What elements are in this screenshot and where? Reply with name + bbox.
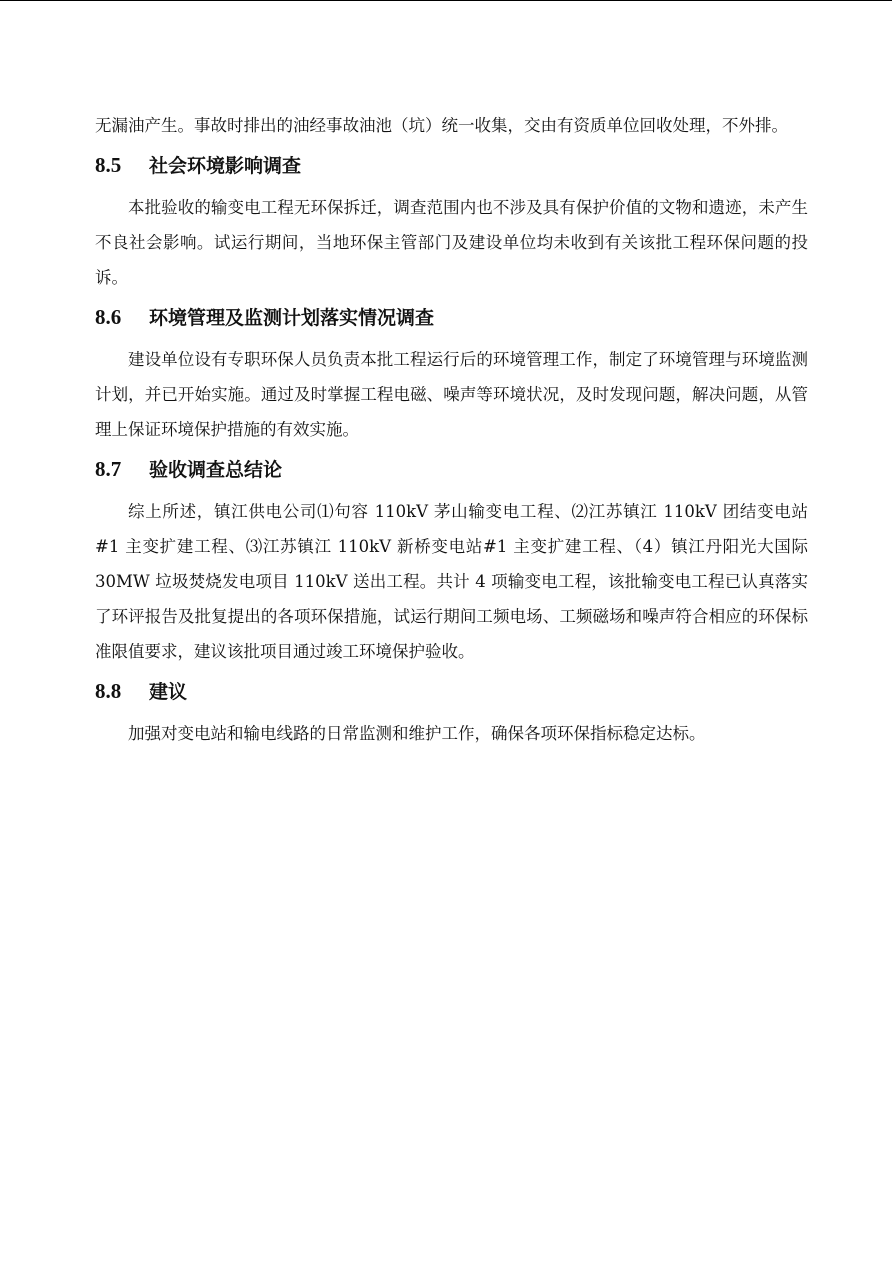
section-number: 8.8 (95, 679, 122, 703)
section-title: 验收调查总结论 (149, 459, 283, 481)
section-title: 建议 (149, 681, 188, 703)
section-paragraph: 建设单位设有专职环保人员负责本批工程运行后的环境管理工作，制定了环境管理与环境监测计划，并已开始实施。通过及时掌握工程电磁、噪声等环境状况，及时发现问题，解决问题，从管理上保证环境保护措施的有效实施。 (95, 350, 808, 439)
section-paragraph: 综上所述，镇江供电公司⑴句容 110kV 茅山输变电工程、⑵江苏镇江 110kV 团结变电站#1 主变扩建工程、⑶江苏镇江 110kV 新桥变电站#1 主变扩建工程、（4）镇江丹阳光大国际 30MW 垃圾焚烧发电项目 110kV 送出工程。共计 4 项输变电工程，该批输变电工程已认真落实了环评报告及批复提出的各项环保措施，试运行期间工频电场、工频磁场和噪声符合相应的环保标准限值要求，建议该批项目通过竣工环境保护验收。 (95, 502, 808, 661)
section-paragraph: 本批验收的输变电工程无环保拆迁，调查范围内也不涉及具有保护价值的文物和遗迹，未产生不良社会影响。试运行期间，当地环保主管部门及建设单位均未收到有关该批工程环保问题的投诉。 (95, 198, 808, 287)
section-heading (95, 677, 808, 706)
section-8-7 (95, 455, 808, 669)
section-number: 8.6 (95, 305, 122, 329)
document-page (95, 108, 808, 751)
section-8-6 (95, 303, 808, 447)
section-8-8 (95, 677, 808, 751)
section-number: 8.5 (95, 153, 122, 177)
top-border-line (0, 0, 892, 1)
section-heading (95, 303, 808, 332)
section-title: 社会环境影响调查 (149, 155, 302, 177)
intro-paragraph: 无漏油产生。事故时排出的油经事故油池（坑）统一收集，交由有资质单位回收处理，不外排。 (95, 116, 788, 135)
section-paragraph: 加强对变电站和输电线路的日常监测和维护工作，确保各项环保指标稳定达标。 (128, 724, 706, 743)
section-number: 8.7 (95, 457, 122, 481)
section-8-5 (95, 151, 808, 295)
section-title: 环境管理及监测计划落实情况调查 (149, 307, 435, 329)
section-heading (95, 151, 808, 180)
section-heading (95, 455, 808, 484)
